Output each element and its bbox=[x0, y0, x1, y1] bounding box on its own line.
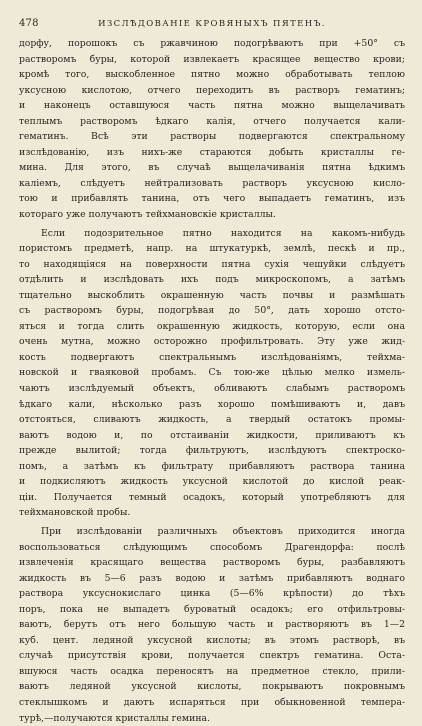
paragraph bbox=[19, 524, 405, 726]
text-line: изслѣдованію, изъ нихъ-же стараются добыть кристаллы ге- bbox=[19, 146, 405, 158]
text-line: извлеченія красящаго вещества растворомъ буры, разбавляютъ bbox=[19, 557, 405, 569]
text-line: ваютъ, берутъ отъ него большую часть и растворяютъ въ 1—2 bbox=[19, 619, 405, 631]
text-line: вшуюся часть осадка переносятъ на предметное стекло, прили- bbox=[19, 665, 405, 677]
text-line: кромѣ того, выскобленное пятно можно обработывать теплою bbox=[19, 69, 405, 81]
text-line: прежде вылитой; тогда фильтруютъ, изслѣдуютъ спектроско- bbox=[19, 445, 405, 457]
text-line: отстояться, сливаютъ жидкость, а твердый остатокъ промы- bbox=[19, 414, 405, 426]
text-line: съ растворомъ буры, подогрѣвая до 50°, дать хорошо отсто- bbox=[19, 305, 405, 317]
text-line: жидкость въ 5—6 разъ водою и затѣмъ прибавляютъ воднаго bbox=[19, 572, 405, 584]
text-line: тщательно выскоблить окрашенную часть почвы и размѣшать bbox=[19, 289, 405, 301]
text-line: При изслѣдованіи различныхъ объектовъ приходится иногда bbox=[41, 525, 405, 537]
text-line: куб. цент. ледяной уксусной кислоты; въ этомъ растворѣ, въ bbox=[19, 634, 405, 646]
text-line: и подкисляютъ жидкость уксусной кислотой до кислой реак- bbox=[19, 476, 405, 488]
paragraph bbox=[19, 226, 405, 521]
text-line: котораго уже получаютъ тейхмановскіе кристаллы. bbox=[19, 209, 276, 221]
body-text bbox=[19, 36, 405, 726]
text-line: поръ, пока не выпадетъ буроватый осадокъ; его отфильтровы- bbox=[19, 603, 405, 615]
page-header bbox=[19, 18, 405, 30]
text-line: уксусною кислотою, отчего переходитъ въ растворъ гематинъ; bbox=[19, 84, 405, 96]
text-line: новской и гваяковой пробамъ. Съ тою-же цѣлью мелко измель- bbox=[19, 367, 405, 379]
text-line: помъ, а затѣмъ къ фильтрату прибавляютъ раствора танина bbox=[19, 460, 405, 472]
text-line: и наконецъ оставшуюся часть пятна можно выщелачивать bbox=[19, 100, 405, 112]
text-line: ваютъ водою и, по отстаиваніи жидкости, приливаютъ къ bbox=[19, 429, 405, 441]
text-line: гематинъ. Всѣ эти растворы подвергаются спектральному bbox=[19, 131, 405, 143]
text-line: отдѣлить и изслѣдовать ихъ подъ микроскопомъ, а затѣмъ bbox=[19, 274, 405, 286]
text-line: дорфу, порошокъ съ ржавчиною подогрѣваютъ при +50° съ bbox=[19, 38, 405, 49]
text-line: воспользоваться слѣдующимъ способомъ Драгендорфа: послѣ bbox=[19, 541, 405, 553]
text-line: то находящіяся на поверхности пятна сухія чешуйки слѣдуетъ bbox=[19, 258, 405, 270]
running-title: ИЗСЛѢДОВАНІЕ КРОВЯНЫХЪ ПЯТЕНЪ. bbox=[98, 19, 326, 29]
text-line: пористомъ предметѣ, напр. на штукатуркѣ, землѣ, пескѣ и пр., bbox=[19, 243, 405, 255]
text-line: чаютъ изслѣдуемый объектъ, обливаютъ слабымъ растворомъ bbox=[19, 383, 405, 395]
text-line: каліемъ, слѣдуетъ нейтрализовать растворъ уксусною кисло- bbox=[19, 177, 405, 189]
paragraph bbox=[19, 36, 405, 223]
text-line: тою и прибавлять танина, отъ чего выпадаетъ гематинъ, изъ bbox=[19, 193, 405, 205]
text-line: очень мутна, можно осторожно профильтровать. Эту уже жид- bbox=[19, 336, 405, 348]
text-line: случаѣ присутствія крови, получается спектръ гематина. Оста- bbox=[19, 650, 405, 662]
text-line: теплымъ растворомъ ѣдкаго калія, отчего получается кали- bbox=[19, 115, 405, 127]
page-number: 478 bbox=[19, 18, 39, 29]
text-line: Если подозрительное пятно находится на какомъ-нибудь bbox=[41, 227, 405, 239]
text-line: ціи. Получается темный осадокъ, который употребляютъ для bbox=[19, 491, 405, 503]
text-line: мина. Для этого, въ случаѣ выщелачиванія пятна ѣдкимъ bbox=[19, 162, 405, 174]
text-line: кость подвергаютъ спектральнымъ изслѣдованіямъ, тейхма- bbox=[19, 351, 405, 363]
text-line: турѣ,—получаются кристаллы гемина. bbox=[19, 712, 211, 724]
text-line: тейхмановской пробы. bbox=[19, 507, 131, 519]
text-line: ваютъ ледяной уксусной кислоты, покрываютъ покровнымъ bbox=[19, 681, 405, 693]
text-line: растворомъ буры, которой извлекаетъ красящее вещество крови; bbox=[19, 53, 405, 65]
text-line: стеклышкомъ и даютъ испаряться при обыкновенной темпера- bbox=[19, 696, 405, 708]
text-line: ѣдкаго кали, нѣсколько разъ хорошо помѣшиваютъ и, давъ bbox=[19, 398, 405, 410]
text-line: яться и тогда слить окрашенную жидкость, которую, если она bbox=[19, 320, 405, 332]
text-line: раствора уксуснокислаго цинка (5—6% крѣпости) до тѣхъ bbox=[19, 588, 405, 600]
